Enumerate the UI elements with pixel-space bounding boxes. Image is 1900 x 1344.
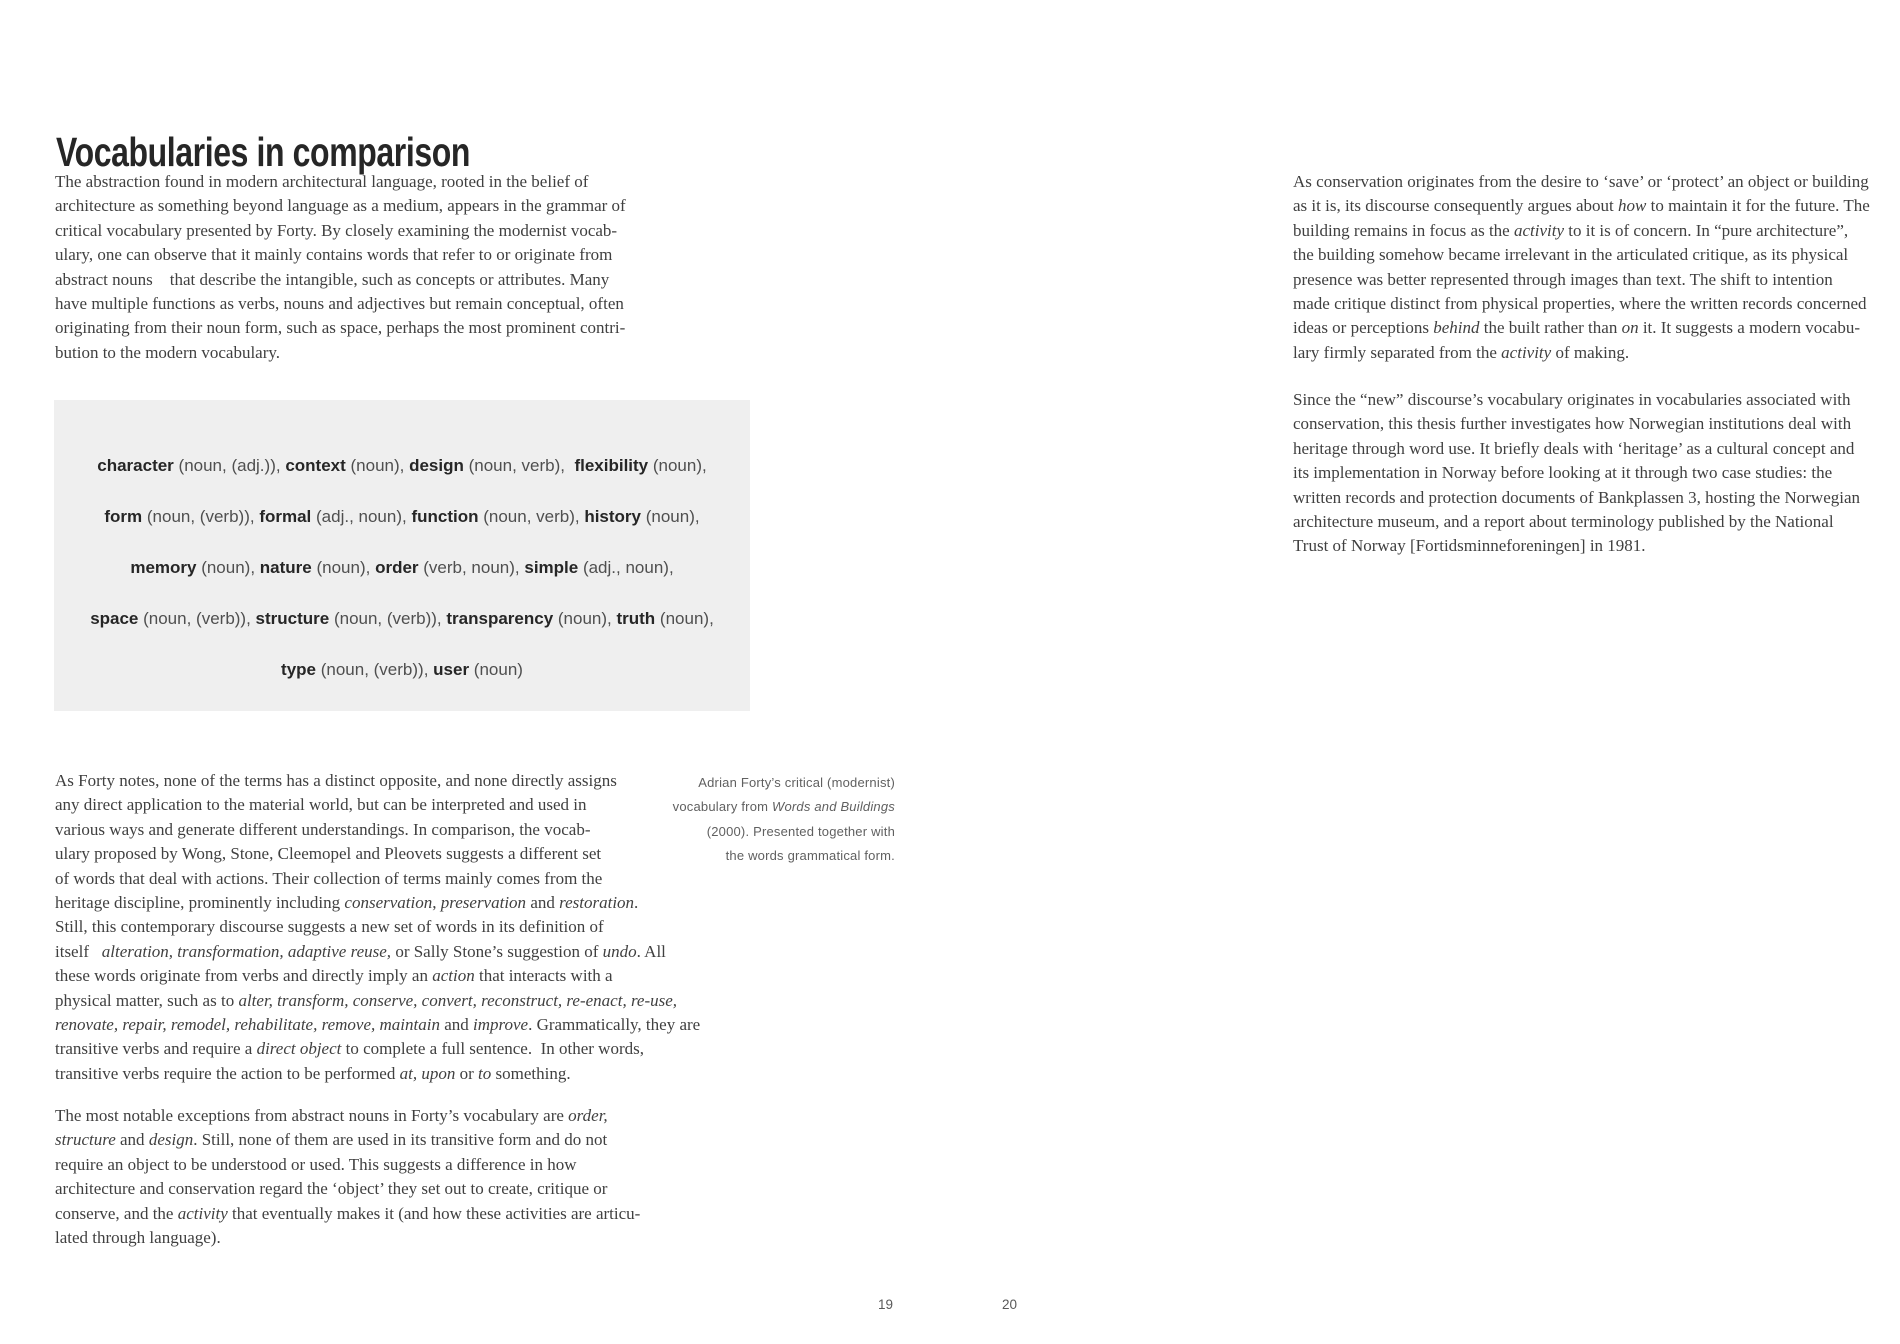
exceptions-paragraph: The most notable exceptions from abstract nouns in Forty’s vocabulary are order, structure and design. Still, none of them are used in its transitive form and do not require an object to be understood or used. This suggests a difference in how architecture and conservation regard the ‘object’ they set out to create, critique or conserve, and the activity that eventually makes it (and how these activities are articu- lated through language).	[55, 1106, 641, 1248]
vocab-term: memory	[130, 558, 197, 577]
vocab-term: context	[285, 456, 346, 475]
vocab-term: nature	[259, 558, 312, 577]
page-title: Vocabularies in comparison	[56, 129, 471, 176]
vocab-line: type (noun, (verb)), user (noun)	[281, 660, 523, 679]
vocabulary-box	[54, 400, 750, 711]
vocab-term: form	[104, 507, 143, 526]
vocab-term: simple	[524, 558, 579, 577]
thesis-scope-paragraph: Since the “new” discourse’s vocabulary originates in vocabularies associated with conservation, this thesis further investigates how Norwegian institutions deal with heritage through word use. It briefly deals with ‘heritage’ as a cultural concept and its implementation in Norway before looking at it through two case studies: the written records and protection documents of Bankplassen 3, hosting the Norwegian architecture museum, and a report about terminology published by the National Trust of Norway [Fortidsminneforeningen] in 1981.	[1293, 390, 1861, 556]
vocab-line: character (noun, (adj.)), context (noun), design (noun, verb), flexibility (noun),	[97, 456, 707, 475]
vocab-term: character	[97, 456, 174, 475]
vocab-line: memory (noun), nature (noun), order (verb, noun), simple (adj., noun),	[130, 558, 674, 577]
intro-paragraph: The abstraction found in modern architectural language, rooted in the belief of architecture as something beyond language as a medium, appears in the grammar of critical vocabulary presented by Forty. By closely examining the modernist vocab- ulary, one can observe that it mainly contains words that refer to or originate from abstract nouns that describe the intangible, such as concepts or attributes. Many have multiple functions as verbs, nouns and adjectives but remain conceptual, often originating from their noun form, such as space, perhaps the most prominent contri- bution to the modern vocabulary.	[55, 172, 626, 362]
page-number-left: 19	[878, 1297, 894, 1312]
vocab-line: space (noun, (verb)), structure (noun, (verb)), transparency (noun), truth (noun),	[90, 609, 714, 628]
vocab-term: flexibility	[574, 456, 649, 475]
page-number-right: 20	[1002, 1297, 1018, 1312]
vocab-term: user	[433, 660, 470, 679]
vocab-term: space	[90, 609, 139, 628]
vocab-term: order	[375, 558, 419, 577]
vocab-term: history	[584, 507, 642, 526]
vocab-term: design	[409, 456, 464, 475]
vocab-term: function	[411, 507, 479, 526]
vocab-term: truth	[616, 609, 656, 628]
vocab-term: transparency	[446, 609, 554, 628]
vocab-term: formal	[259, 507, 312, 526]
vocab-line: form (noun, (verb)), formal (adj., noun), function (noun, verb), history (noun),	[104, 507, 700, 526]
figure-caption: Adrian Forty’s critical (modernist) vocabulary from Words and Buildings (2000). Presented together with the words grammatical form.	[672, 775, 895, 864]
conservation-paragraph: As conservation originates from the desire to ‘save’ or ‘protect’ an object or building as it is, its discourse consequently argues about how to maintain it for the future. The building remains in focus as the activity to it is of concern. In “pure architecture”, the building somehow became irrelevant in the articulated critique, as its physical presence was better represented through images than text. The shift to intention made critique distinct from physical properties, where the written records concerned ideas or perceptions behind the built rather than on it. It suggests a modern vocabu- lary firmly separated from the activity of making.	[1293, 172, 1870, 362]
vocab-term: structure	[255, 609, 330, 628]
vocab-term: type	[281, 660, 316, 679]
analysis-paragraph: As Forty notes, none of the terms has a distinct opposite, and none directly assigns any direct application to the material world, but can be interpreted and used in various ways and generate different understandings. In comparison, the vocab- ulary proposed by Wong, Stone, Cleemopel and Pleovets suggests a different set of words that deal with actions. Their collection of terms mainly comes from the heritage discipline, prominently including conservation, preservation and restoration. Still, this contemporary discourse suggests a new set of words in its definition of itself alteration, transformation, adaptive reuse, or Sally Stone’s suggestion of undo. All these words originate from verbs and directly imply an action that interacts with a physical matter, such as to alter, transform, conserve, convert, reconstruct, re-enact, re-use, renovate, repair, remodel, rehabilitate, remove, maintain and improve. Grammatically, they are transitive verbs and require a direct object to complete a full sentence. In other words, transitive verbs require the action to be performed at, upon or to something.	[55, 771, 701, 1083]
